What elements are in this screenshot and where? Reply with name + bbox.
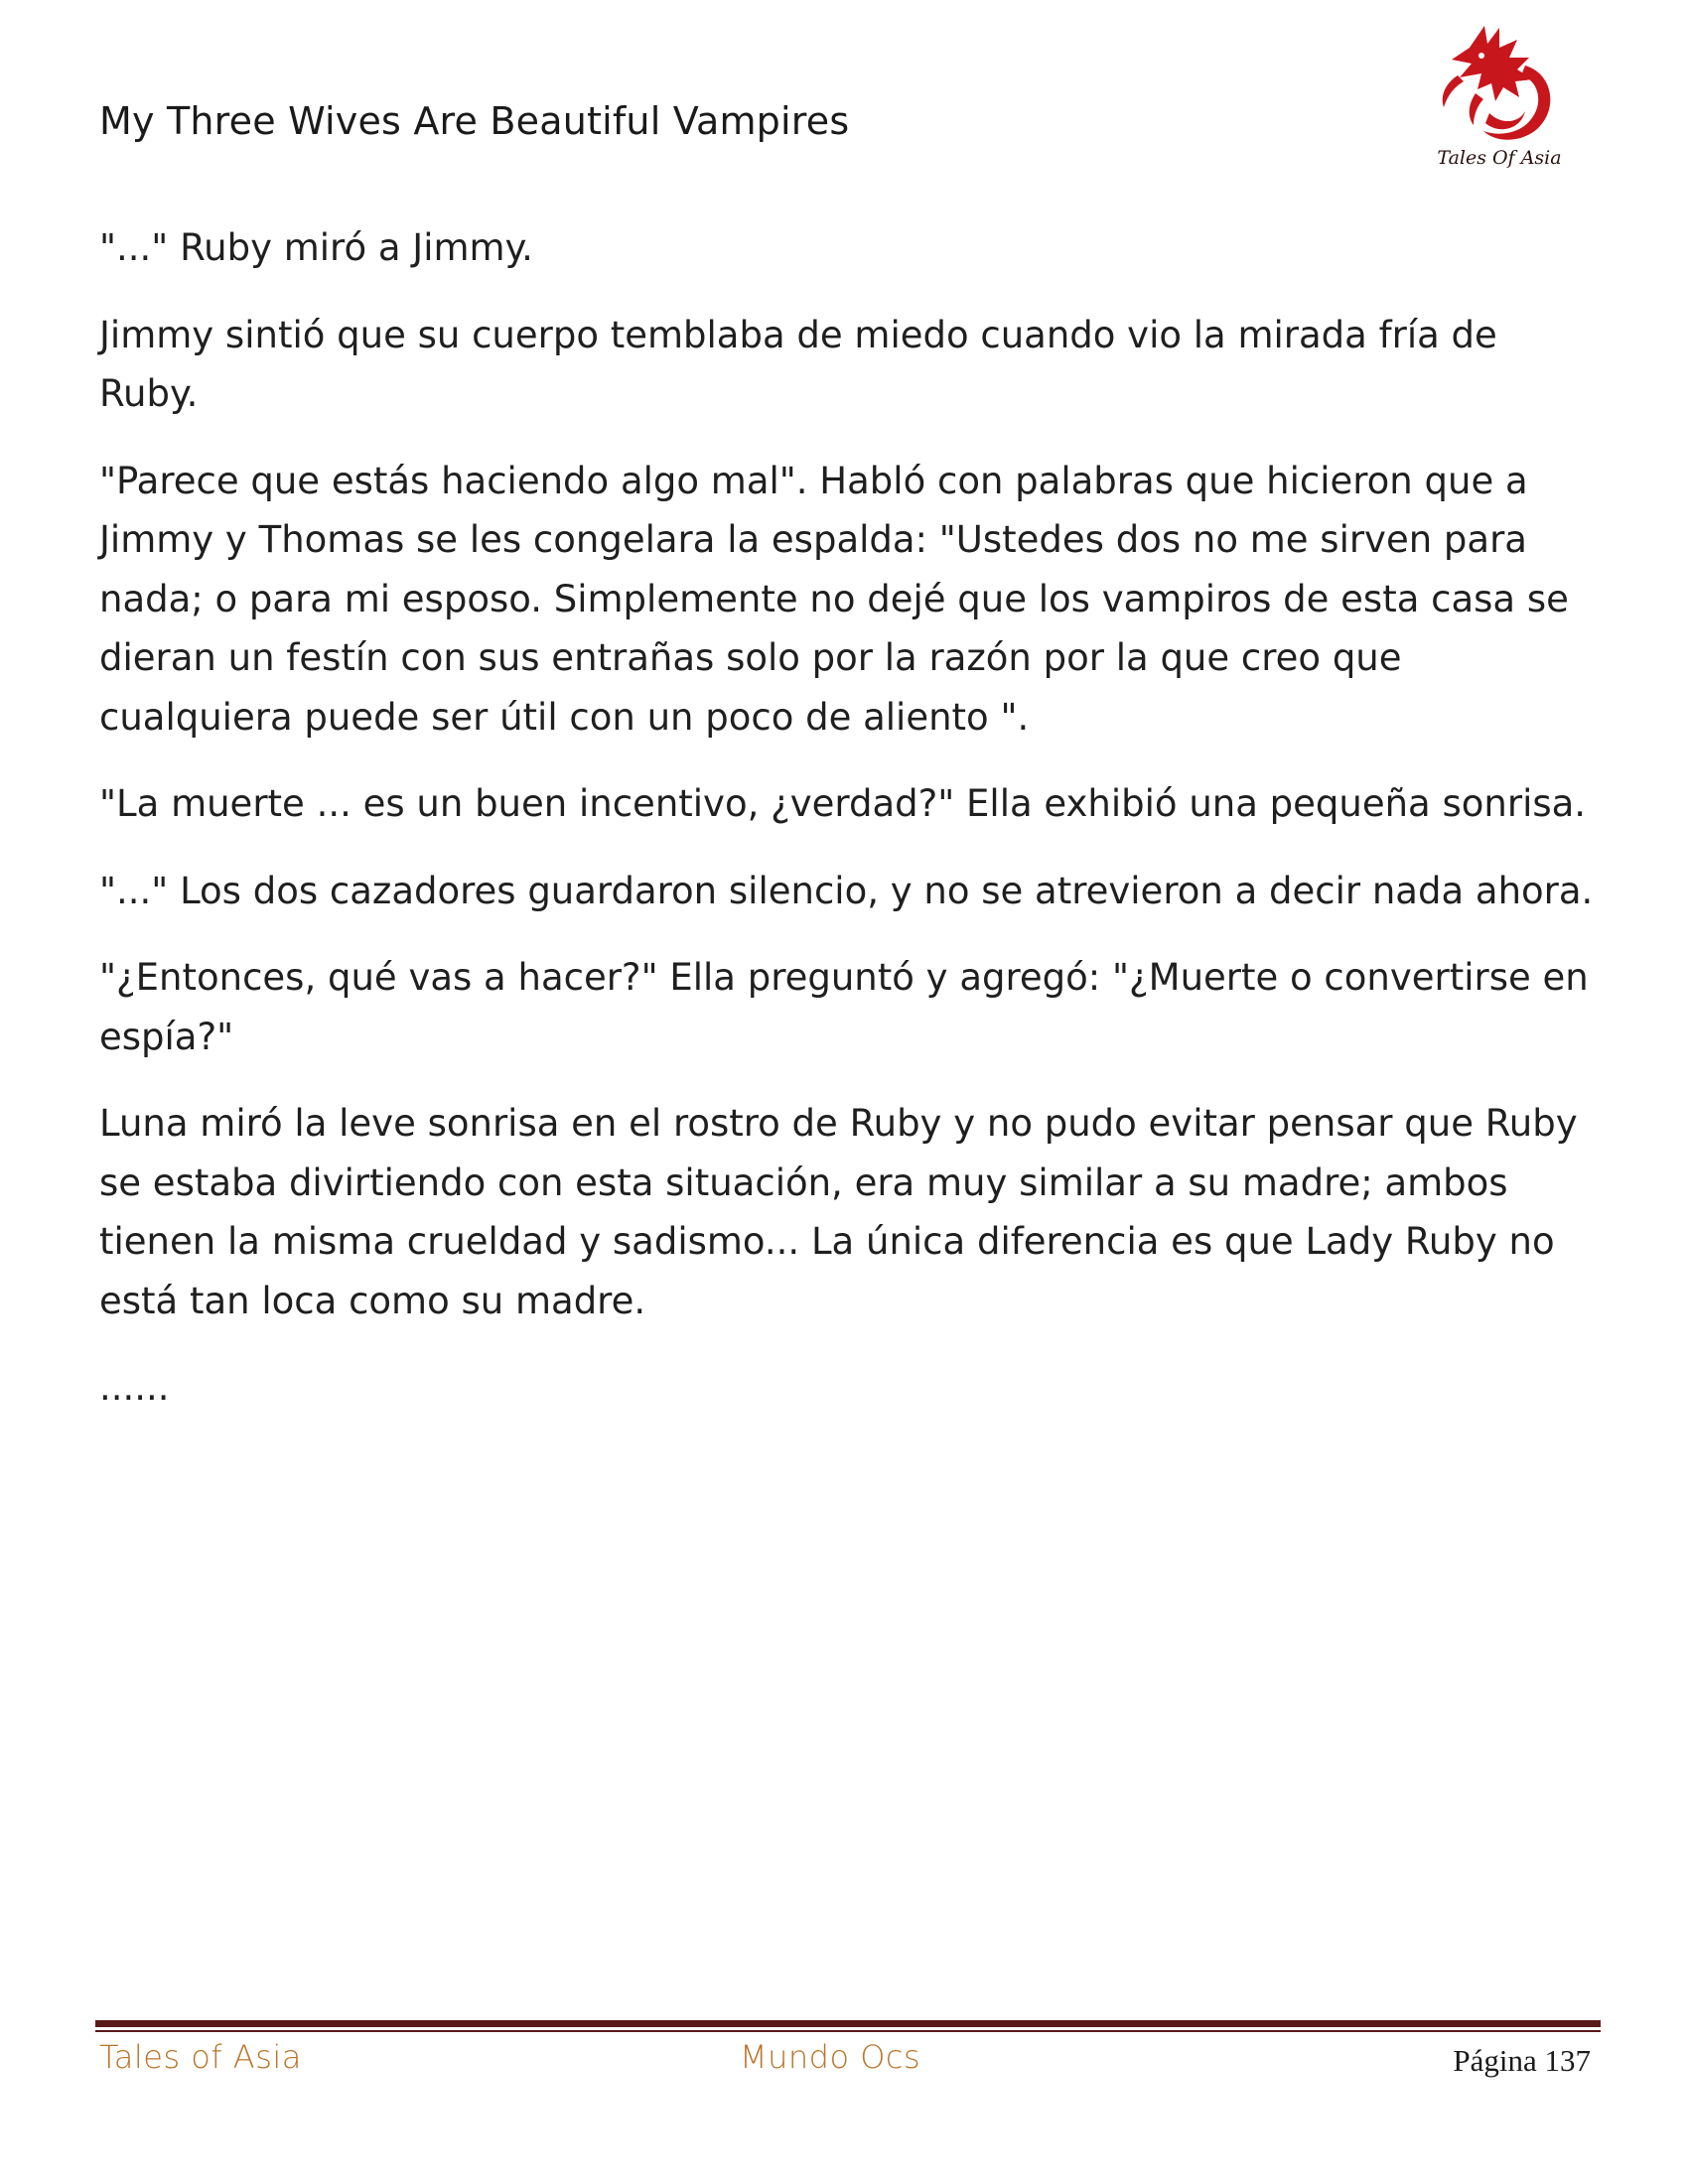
footer-divider <box>95 2020 1601 2032</box>
logo-text: Tales Of Asia <box>1437 147 1562 169</box>
page-number: Página 137 <box>1453 2043 1591 2078</box>
paragraph: Luna miró la leve sonrisa en el rostro de Ruby y no pudo evitar pensar que Ruby se estaba divirtiendo con esta situación, era muy similar a su madre; ambos tienen la misma crueldad y sadismo... La única diferencia es que Lady Ruby no está tan loca como su madre. <box>99 1102 1578 1322</box>
footer-translator: Mundo Ocs <box>740 2038 921 2076</box>
page-header-title: My Three Wives Are Beautiful Vampires <box>99 99 850 143</box>
paragraph: Jimmy sintió que su cuerpo temblaba de miedo cuando vio la mirada fría de Ruby. <box>99 313 1497 415</box>
paragraph: "¿Entonces, qué vas a hacer?" Ella preguntó y agregó: "¿Muerte o convertirse en espía?" <box>99 956 1589 1058</box>
paragraph: ...... <box>99 1366 170 1409</box>
paragraph: "..." Ruby miró a Jimmy. <box>99 226 533 269</box>
footer-publisher: Tales of Asia <box>99 2038 302 2076</box>
red-dragon-icon <box>1430 18 1569 157</box>
paragraph: "..." Los dos cazadores guardaron silencio, y no se atrevieron a decir nada ahora. <box>99 869 1594 912</box>
paragraph: "Parece que estás haciendo algo mal". Habló con palabras que hicieron que a Jimmy y Thomas se les congelara la espalda: "Ustedes dos no me sirven para nada; o para mi esposo. Simplemente no dejé que los vampiros de esta casa se dieran un festín con sus entrañas solo por la razón por la que creo que cualquiera puede ser útil con un poco de aliento ". <box>99 459 1569 739</box>
tales-of-asia-logo <box>1430 18 1569 187</box>
paragraph: "La muerte ... es un buen incentivo, ¿verdad?" Ella exhibió una pequeña sonrisa. <box>99 782 1587 825</box>
chapter-body <box>99 218 1599 1445</box>
